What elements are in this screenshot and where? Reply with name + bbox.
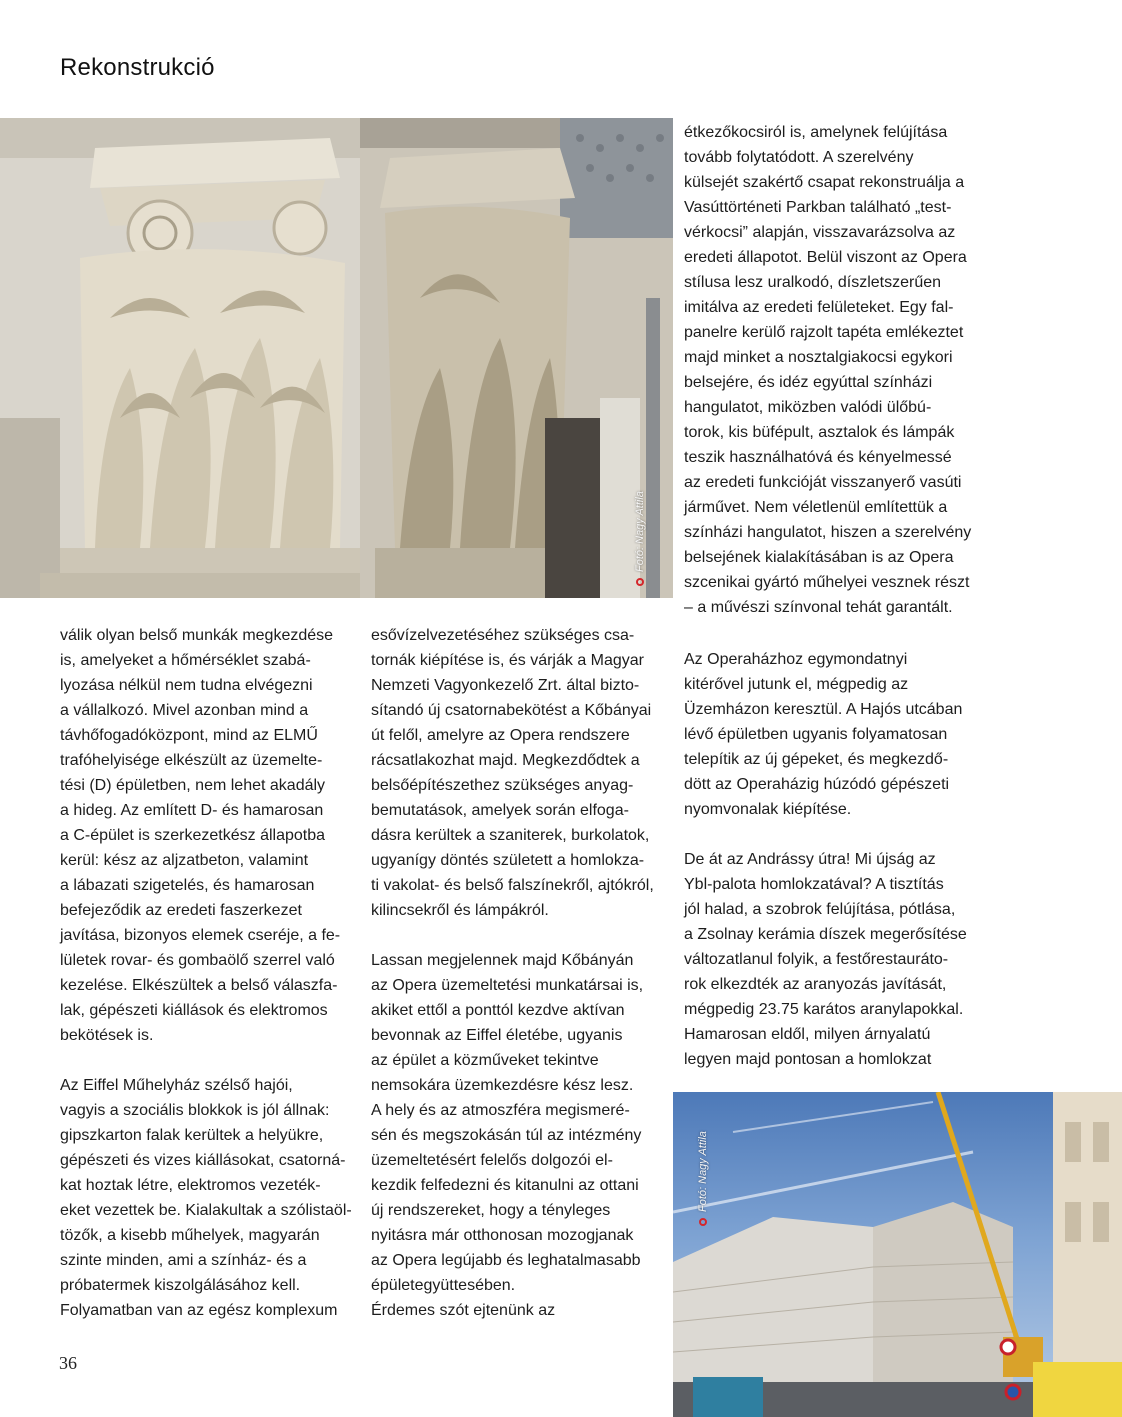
photo-credit-top: Fotó: Nagy Attila [634,491,646,586]
body-column-2: esővízelvezetéséhez szükséges csa- tornák kiépítése is, és várják a Magyar Nemzeti Vagyonkezelő Zrt. által bizto- sítandó új csatornabekötést a Kőbányai út felől, amelyre az Opera rendszere rácsatlakozhat majd. Megkezdődtek a belsőépítészethez szükséges anyag- bemutatások, amelyek során elfoga- dásra kerültek a szaniterek, burkolatok, ugyanígy döntés született a homlokza- ti vakolat- és belső falszínekről, ajtókról, kilincsekről és lámpákról. Lassan megjelennek majd Kőbányán az Opera üzemeltetési munkatársai is, akiket ettől a ponttól kezdve aktívan bevonnak az Eiffel életébe, ugyanis az épület a közműveket tekintve nemsokára üzemkezdésre kész lesz. A hely és az atmoszféra megismeré- sén és megszokásán túl az intézmény üzemeltetésért felelős dolgozói el- kezdik felfedezni és kitanulni az ottani új rendszereket, hogy a tényleges nyitásra már otthonosan mozogjanak az Opera legújabb és leghatalmasabb épületegyüttesében. Érdemes szót ejtenünk az [371,627,654,1319]
body-column-1: válik olyan belső munkák megkezdése is, amelyeket a hőmérséklet szabá- lyozása nélkül nem tudna elvégezni a vállalkozó. Mivel azonban mind a távhőfogadóközpont, mind az ELMŰ trafóhelyisége elkészült az üzemelte- tési (D) épületben, nem lehet akadály a hideg. Az említett D- és hamarosan a C-épület is szerkezetkész állapotba kerül: kész az aljzatbeton, valamint a lábazati szigetelés, és hamarosan befejeződik az eredeti faszerkezet javítása, bizonyos elemek cseréje, a fe- lületek rovar- és gombaölő szerrel való kezelése. Elkészültek a belső válaszfa- lak, gépészeti kiállások és elektromos bekötések is. Az Eiffel Műhelyház szélső hajói, vagyis a szociális blokkok is jól állnak: gipszkarton falak kerültek a helyükre, gépészeti és vizes kiállásokat, csatorná- kat hoztak létre, elektromos vezeték- eket vezettek be. Kialakultak a szólistaöl- tözők, a kisebb műhelyek, magyarán szinte minden, ami a színház- és a próbatermek kiszolgálásához kell. Folyamatban van az egész komplexum [60,627,352,1319]
opera-illustration [673,1092,1122,1417]
opera-scaffolding-photo [673,1092,1122,1417]
capitals-illustration [0,118,673,598]
credit-marker-icon [636,578,644,586]
body-column-3-top: étkezőkocsiról is, amelynek felújítása tovább folytatódott. A szerelvény külsejét szakértő csapat rekonstruálja a Vasúttörténeti Parkban található „test- vérkocsi” alapján, visszavarázsolva az eredeti állapotot. Belül viszont az Opera stílusa lesz uralkodó, díszletszerűen imitálva az eredeti felületeket. Egy fal- panelre kerülő rajzolt tapéta emlékeztet majd minket a nosztalgiakocsi egykori belsejére, és idéz egyúttal színházi hangulatot, miközben valódi ülőbú- torok, kis büfépult, asztalok és lámpák teszik használhatóvá és kényelmessé az eredeti funkcióját visszanyerő vasúti járművet. Nem véletlenül említettük a színházi hangulatot, hiszen a szerelvény belsejének kialakításában is az Opera szcenikai gyártó műhelyei vesznek részt – a művészi színvonal tehát garantált. [684,124,972,616]
photo-credit-bottom: Fotó: Nagy Attila [697,1131,709,1226]
section-title: Rekonstrukció [60,54,215,81]
body-column-3-bottom: De át az Andrássy útra! Mi újság az Ybl-palota homlokzatával? A tisztítás jól halad, a szobrok felújítása, pótlása, a Zsolnay kerámia díszek megerősítése változatlanul folyik, a festőrestauráto- rok elkezdték az aranyozás javítását, mégpedig 23.75 karátos aranylapokkal. Hamarosan eldől, milyen árnyalatú legyen majd pontosan a homlokzat [684,851,967,1068]
capitals-photo [0,118,673,598]
page-number: 36 [59,1353,77,1373]
body-column-3-middle: Az Operaházhoz egymondatnyi kitérővel jutunk el, mégpedig az Üzemházon keresztül. A Hajós utcában lévő épületben ugyanis folyamatosan telepítik az új gépeket, és megkezdő- dött az Operaházig húzódó gépészeti nyomvonalak kiépítése. [684,651,963,818]
credit-marker-icon [699,1218,707,1226]
